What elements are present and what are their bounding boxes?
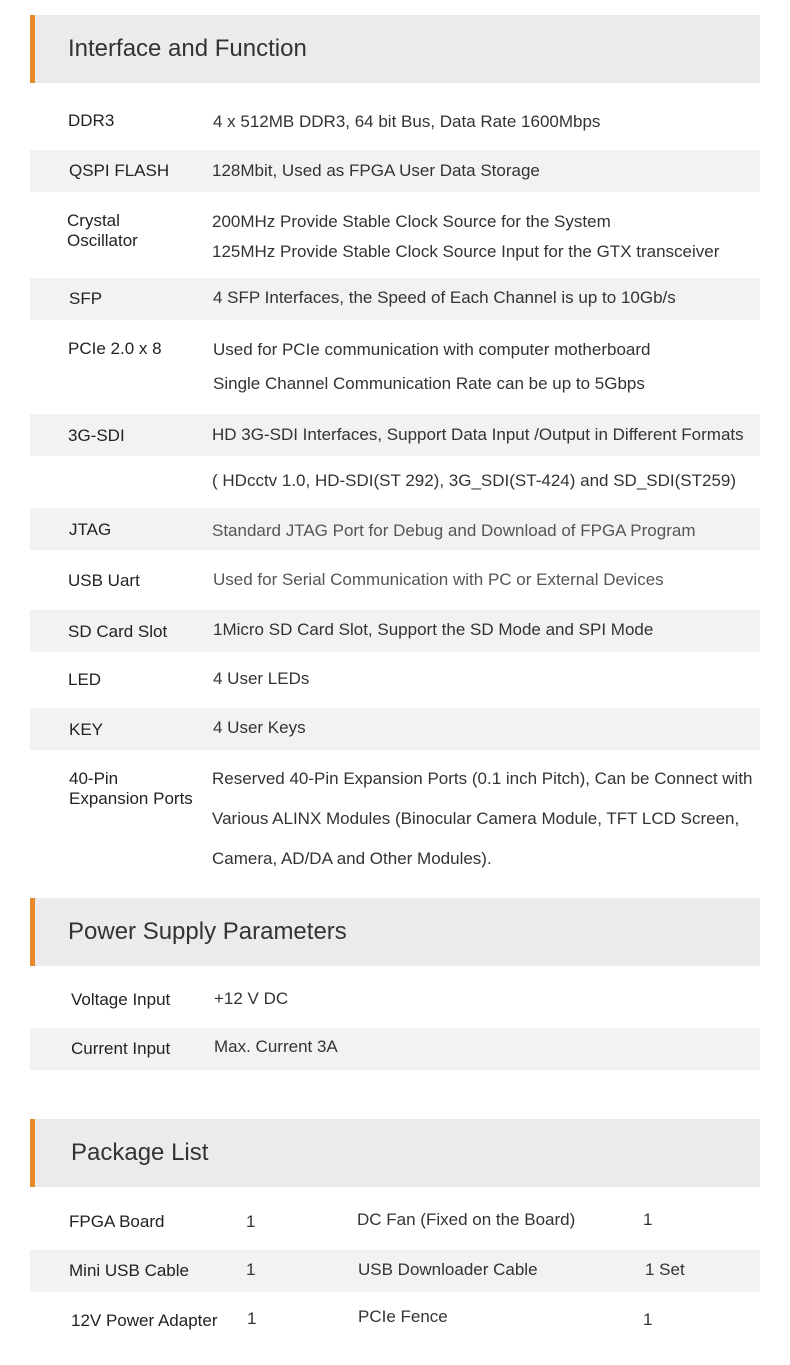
section-header-interface	[30, 15, 760, 83]
spec-row-led	[30, 658, 760, 700]
spec-value: 200MHz Provide Stable Clock Source for the System	[212, 212, 611, 231]
spec-value: 128Mbit, Used as FPGA User Data Storage	[212, 161, 540, 180]
package-item: DC Fan (Fixed on the Board)	[357, 1210, 576, 1229]
spec-label: DDR3	[68, 111, 115, 130]
package-item: 12V Power Adapter	[71, 1311, 218, 1330]
spec-label: SD Card Slot	[68, 622, 168, 641]
spec-row-sfp	[30, 278, 760, 320]
spec-row-qspi-flash	[30, 150, 760, 192]
spec-label: QSPI FLASH	[69, 161, 170, 180]
spec-value: ( HDcctv 1.0, HD-SDI(ST 292), 3G_SDI(ST-424) and SD_SDI(ST259)	[212, 471, 737, 490]
accent-bar	[30, 898, 35, 966]
spec-label: LED	[68, 670, 102, 689]
power-value: Max. Current 3A	[214, 1037, 338, 1056]
section-title: Power Supply Parameters	[68, 918, 347, 945]
package-item: PCIe Fence	[358, 1307, 448, 1326]
package-row	[30, 1300, 760, 1342]
spec-row-3g-sdi	[30, 414, 760, 456]
spec-row-ddr3	[30, 100, 760, 142]
spec-value: 4 User Keys	[213, 718, 306, 737]
power-label: Voltage Input	[71, 990, 171, 1009]
accent-bar	[30, 15, 35, 83]
spec-value: Various ALINX Modules (Binocular Camera Module, TFT LCD Screen,	[212, 809, 740, 828]
spec-value: 125MHz Provide Stable Clock Source Input for the GTX transceiver	[212, 242, 720, 261]
spec-value: Camera, AD/DA and Other Modules).	[212, 849, 492, 868]
package-item: Mini USB Cable	[69, 1261, 189, 1280]
spec-label: PCIe 2.0 x 8	[68, 339, 162, 358]
spec-label: SFP	[69, 289, 103, 308]
spec-label-line: Crystal	[67, 211, 120, 230]
spec-value: 1Micro SD Card Slot, Support the SD Mode and SPI Mode	[213, 620, 654, 639]
spec-label: JTAG	[69, 520, 112, 539]
spec-label	[69, 769, 193, 809]
package-quantity: 1	[246, 1212, 256, 1231]
package-quantity: 1	[247, 1309, 257, 1328]
spec-label-line: Expansion Ports	[69, 789, 193, 808]
spec-row-expansion-ports	[30, 756, 760, 884]
section-header-power	[30, 898, 760, 966]
accent-bar	[30, 1119, 35, 1187]
spec-label: USB Uart	[68, 571, 140, 590]
package-item: FPGA Board	[69, 1212, 165, 1231]
power-row-voltage	[30, 978, 760, 1020]
spec-label: KEY	[69, 720, 104, 739]
spec-label-line: Oscillator	[67, 231, 138, 250]
spec-value: Single Channel Communication Rate can be up to 5Gbps	[213, 374, 645, 393]
section-title: Package List	[71, 1139, 209, 1166]
spec-value: 4 User LEDs	[213, 669, 310, 688]
spec-row-pcie	[30, 328, 760, 408]
section-title: Interface and Function	[68, 35, 307, 62]
power-value: +12 V DC	[214, 989, 289, 1008]
spec-row-key	[30, 708, 760, 750]
spec-row-sd-card-slot	[30, 610, 760, 652]
package-quantity: 1	[246, 1260, 256, 1279]
spec-value: 4 SFP Interfaces, the Speed of Each Channel is up to 10Gb/s	[213, 288, 676, 307]
spec-label	[67, 211, 138, 251]
spec-value: 4 x 512MB DDR3, 64 bit Bus, Data Rate 1600Mbps	[213, 112, 601, 131]
spec-value: Reserved 40-Pin Expansion Ports (0.1 inch Pitch), Can be Connect with	[212, 769, 753, 788]
spec-value: Standard JTAG Port for Debug and Download of FPGA Program	[212, 521, 696, 540]
spec-row-usb-uart	[30, 558, 760, 600]
spec-label-line: 40-Pin	[69, 769, 119, 788]
power-row-current	[30, 1028, 760, 1070]
section-header-package	[30, 1119, 760, 1187]
package-row	[30, 1200, 760, 1242]
package-quantity: 1	[643, 1310, 653, 1329]
spec-value: Used for Serial Communication with PC or External Devices	[213, 570, 664, 589]
package-row	[30, 1250, 760, 1292]
package-item: USB Downloader Cable	[358, 1260, 538, 1279]
package-quantity: 1	[643, 1210, 653, 1229]
spec-row-jtag	[30, 508, 760, 550]
spec-label: 3G-SDI	[68, 426, 125, 445]
spec-value: HD 3G-SDI Interfaces, Support Data Input /Output in Different Formats	[212, 425, 744, 444]
spec-value: Used for PCIe communication with computer motherboard	[213, 340, 651, 359]
spec-row-crystal-oscillator	[30, 200, 760, 270]
package-quantity: 1 Set	[645, 1260, 685, 1279]
spec-row-3g-sdi-continued	[30, 456, 760, 506]
power-label: Current Input	[71, 1039, 171, 1058]
